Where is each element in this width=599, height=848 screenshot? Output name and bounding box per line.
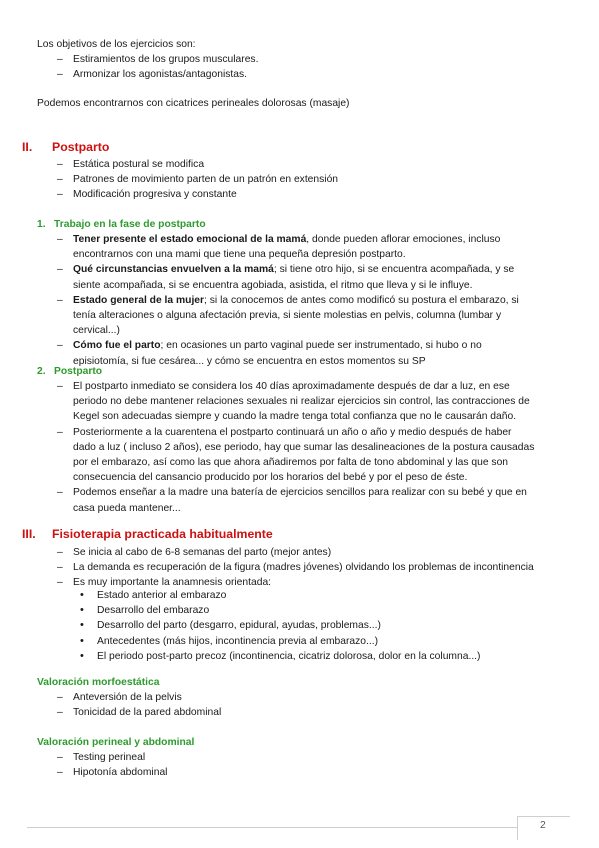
list-item: – Armonizar los agonistas/antagonistas. bbox=[57, 67, 258, 82]
anamnesis-bullets bbox=[80, 588, 550, 664]
item-bold: Qué circunstancias envuelven a la mamá bbox=[73, 264, 274, 276]
subsection-heading-trabajo bbox=[37, 217, 206, 232]
list-item bbox=[57, 293, 535, 339]
list-item bbox=[57, 262, 535, 292]
item-text: , donde pueden aflorar emociones, incluso encontrarnos con una mami que tiene una pequeña depresión postparto. bbox=[73, 234, 501, 261]
list-item: • El periodo post-parto precoz (incontinencia, cicatriz dolorosa, dolor en la columna...) bbox=[80, 649, 550, 664]
item-text: ; si la conocemos de antes como modificó su postura el embarazo, si tenía alteraciones o alguna afectación previa, si siente molestias en pelvis, columna (lumbar y cervical...) bbox=[73, 294, 519, 337]
section-heading-fisioterapia bbox=[22, 527, 273, 542]
list-item: – Es muy importante la anamnesis orientada: bbox=[57, 575, 547, 590]
postparto-detail-list bbox=[57, 379, 535, 516]
list-item: – La demanda es recuperación de la figura (madres jóvenes) olvidando los problemas de incontinencia bbox=[57, 560, 547, 575]
item-bold: Estado general de la mujer bbox=[73, 294, 205, 306]
cicatrices-text: Podemos encontrarnos con cicatrices perineales dolorosas (masaje) bbox=[37, 98, 350, 109]
list-item: – Hipotonía abdominal bbox=[57, 765, 167, 780]
section-title: Fisioterapia practicada habitualmente bbox=[52, 527, 273, 541]
page-number: 2 bbox=[540, 820, 546, 831]
list-item: – Tonicidad de la pared abdominal bbox=[57, 705, 221, 720]
list-item: • Desarrollo del embarazo bbox=[80, 603, 550, 618]
subsection-number: 2. bbox=[37, 366, 46, 377]
section-number: II. bbox=[22, 140, 33, 154]
section-heading-postparto bbox=[22, 140, 109, 155]
item-text: ; en ocasiones un parto vaginal puede ser instrumentado, si hubo o no episiotomía, si fue cesárea... y cómo se encuentra en estos momentos su SP bbox=[73, 340, 482, 367]
list-item: • Estado anterior al embarazo bbox=[80, 588, 550, 603]
list-item: – Patrones de movimiento parten de un patrón en extensión bbox=[57, 172, 338, 187]
item-text: ; si tiene otro hijo, si se encuentra acompañada, y se siente acompañada, si se encuentra agobiada, asistida, el ritmo que lleva y si le influye. bbox=[73, 264, 515, 291]
list-item: – Podemos enseñar a la madre una batería de ejercicios sencillos para realizar con su bebé y que en casa pueda mantener... bbox=[57, 485, 535, 515]
list-item: – Modificación progresiva y constante bbox=[57, 187, 338, 202]
list-item bbox=[57, 232, 535, 262]
objetivos-title: Los objetivos de los ejercicios son: bbox=[37, 39, 196, 50]
section-number: III. bbox=[22, 527, 36, 541]
footer-divider bbox=[27, 827, 517, 828]
perineal-list bbox=[57, 750, 167, 780]
list-item: – Posteriormente a la cuarentena el postparto continuará un año o año y medio después de haber dado a luz ( incluso 2 años), ese periodo, hay que sumar las desalineaciones de la postura causadas por el embarazo, así como las que ahora añadiremos por falta de tono abdominal y las que son consecuencia del cansancio producido por los horarios del bebé y por el peso de éste. bbox=[57, 425, 535, 486]
list-item: – Testing perineal bbox=[57, 750, 167, 765]
morfo-list bbox=[57, 690, 221, 720]
section-title: Postparto bbox=[52, 140, 110, 154]
objetivos-list bbox=[57, 52, 258, 82]
postparto-list bbox=[57, 157, 338, 203]
item-bold: Cómo fue el parto bbox=[73, 340, 161, 352]
heading-valoracion-perineal: Valoración perineal y abdominal bbox=[37, 737, 195, 748]
fisioterapia-list bbox=[57, 545, 547, 591]
item-bold: Tener presente el estado emocional de la mamá bbox=[73, 234, 307, 245]
subsection-title: Trabajo en la fase de postparto bbox=[54, 219, 206, 230]
list-item: – Se inicia al cabo de 6-8 semanas del parto (mejor antes) bbox=[57, 545, 547, 560]
subsection-number: 1. bbox=[37, 219, 46, 230]
list-item: • Desarrollo del parto (desgarro, epidural, ayudas, problemas...) bbox=[80, 618, 550, 633]
list-item: – El postparto inmediato se considera los 40 días aproximadamente después de dar a luz, en ese periodo no debe mantener relaciones sexuales ni realizar ejercicios sin control, las contracciones de Kegel son adecuadas siempre y cuando la madre tenga total confianza que no le causarán daño. bbox=[57, 379, 535, 425]
heading-valoracion-morfoestatica: Valoración morfoestática bbox=[37, 677, 160, 688]
list-item: – Estática postural se modifica bbox=[57, 157, 338, 172]
subsection-heading-postparto bbox=[37, 364, 102, 379]
trabajo-list bbox=[57, 232, 535, 369]
list-item bbox=[57, 338, 535, 368]
list-item: – Anteversión de la pelvis bbox=[57, 690, 221, 705]
list-item: • Antecedentes (más hijos, incontinencia previa al embarazo...) bbox=[80, 634, 550, 649]
subsection-title: Postparto bbox=[54, 366, 103, 377]
list-item: – Estiramientos de los grupos musculares. bbox=[57, 52, 258, 67]
